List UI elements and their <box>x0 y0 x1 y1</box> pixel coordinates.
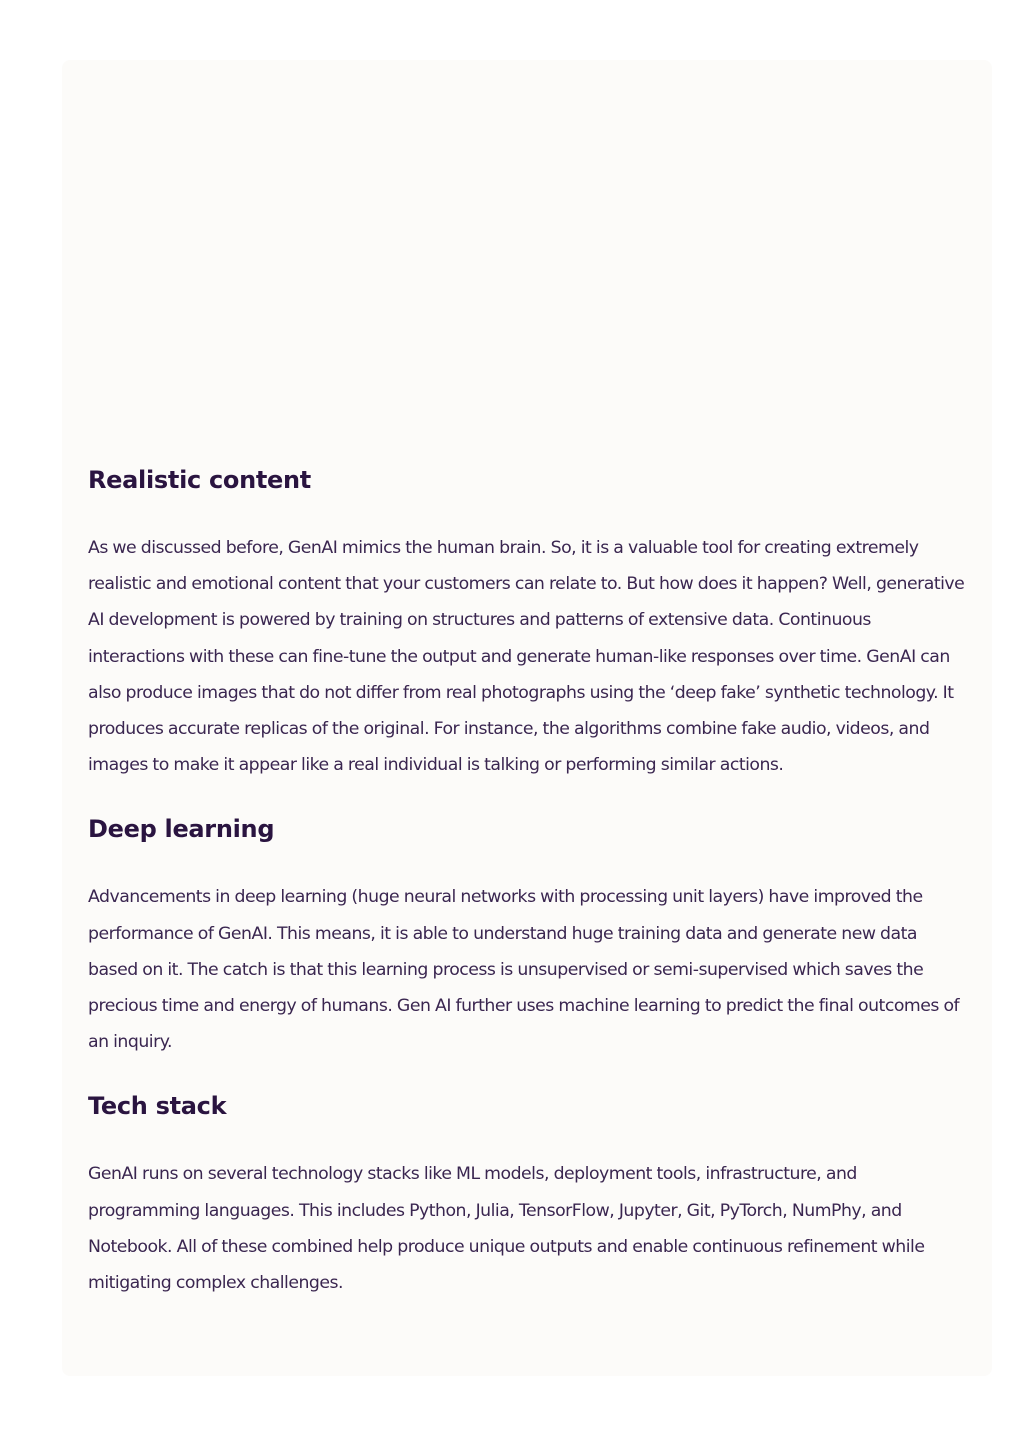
article-card <box>62 60 992 1376</box>
section-body: Advancements in deep learning (huge neural networks with processing unit layers) have improved the performance of GenAI. This means, it is able to understand huge training data and generate new data based on it. The catch is that this learning process is unsupervised or semi-supervised which saves the precious time and energy of humans. Gen AI further uses machine learning to predict the final outcomes of an inquiry. <box>88 887 960 1053</box>
section-heading: Tech stack <box>88 1092 227 1121</box>
section-deep-learning <box>88 811 968 1060</box>
media-placeholder <box>62 60 992 450</box>
article-content <box>88 462 968 1329</box>
section-heading: Deep learning <box>88 815 275 844</box>
section-body: As we discussed before, GenAI mimics the human brain. So, it is a valuable tool for creating extremely realistic and emotional content that your customers can relate to. But how does it happen? Well, generative AI development is powered by training on structures and patterns of extensive data. Continuous interactions with these can fine-tune the output and generate human-like responses over time. GenAI can also produce images that do not differ from real photographs using the ‘deep fake’ synthetic technology. It produces accurate replicas of the original. For instance, the algorithms combine fake audio, videos, and images to make it appear like a real individual is talking or performing similar actions. <box>88 538 965 776</box>
section-heading: Realistic content <box>88 466 311 494</box>
section-body: GenAI runs on several technology stacks like ML models, deployment tools, infrastructure, and programming languages. This includes Python, Julia, TensorFlow, Jupyter, Git, PyTorch, NumPhy, and Notebook. All of these combined help produce unique outputs and enable continuous refinement while mitigating complex challenges. <box>88 1164 925 1294</box>
section-tech-stack <box>88 1088 968 1301</box>
section-realistic-content <box>88 462 968 783</box>
